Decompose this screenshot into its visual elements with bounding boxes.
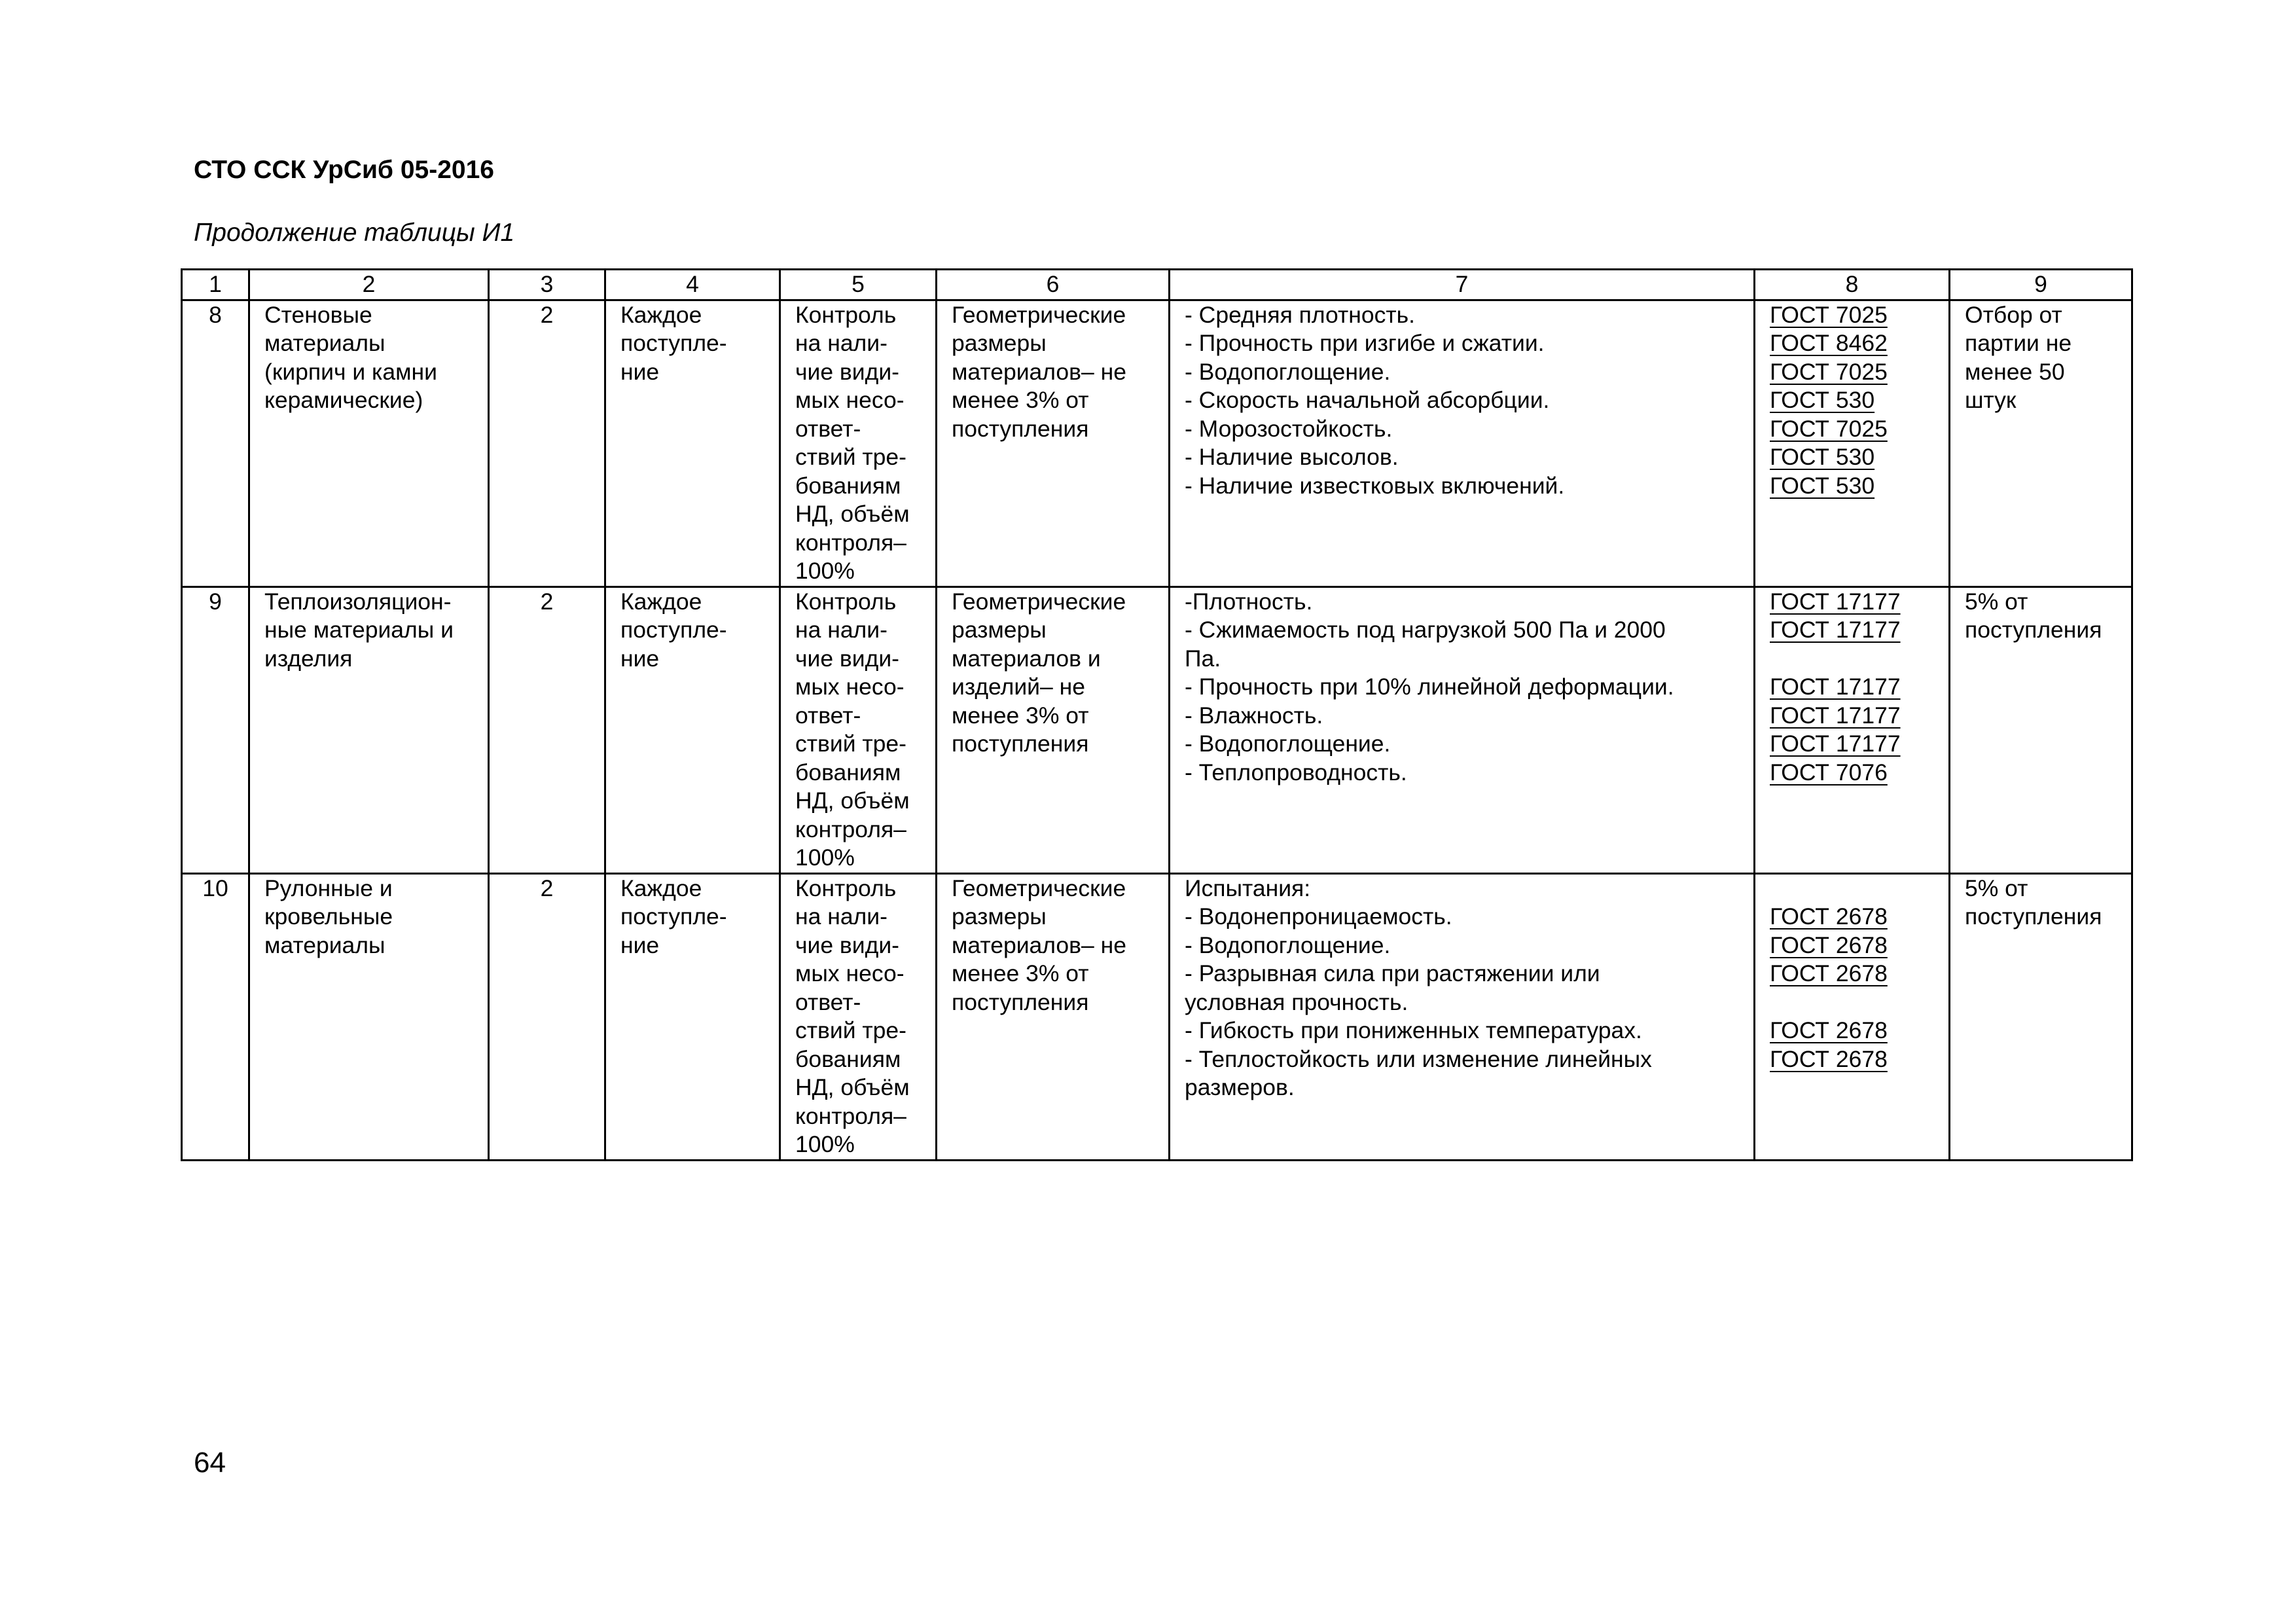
cell-geometric-sizes [937, 873, 1170, 1160]
cell-line: (кирпич и камни [264, 358, 437, 385]
cell-gost-refs [1755, 300, 1950, 586]
column-header-8: 8 [1755, 270, 1950, 300]
cell-col-3: 2 [489, 586, 605, 873]
cell-line: НД, объём [795, 787, 910, 814]
table-row [182, 873, 2132, 1160]
cell-visual-control [780, 300, 937, 586]
gost-reference-link[interactable] [1770, 988, 1935, 1017]
column-header-9: 9 [1950, 270, 2132, 300]
header-row [182, 270, 2132, 300]
cell-geometric-sizes [937, 586, 1170, 873]
cell-line: 100% [795, 844, 855, 871]
cell-line: материалов– не [952, 358, 1126, 385]
column-header-5: 5 [780, 270, 937, 300]
cell-line: контроля– [795, 1102, 906, 1129]
cell-line: материалы [264, 330, 386, 356]
gost-reference-link[interactable]: ГОСТ 7025 [1770, 415, 1888, 442]
cell-line: ответ- [795, 702, 861, 729]
cell-line: - Средняя плотность. [1185, 301, 1415, 328]
table-body [182, 270, 2132, 1161]
gost-reference-link[interactable]: ГОСТ 7025 [1770, 301, 1888, 328]
cell-line: материалов– не [952, 931, 1126, 958]
cell-line: размеры [952, 617, 1047, 643]
cell-material-name [249, 586, 489, 873]
cell-line: 100% [795, 558, 855, 584]
gost-reference-link[interactable]: ГОСТ 7076 [1770, 759, 1888, 785]
gost-reference-link[interactable]: ГОСТ 7025 [1770, 358, 1888, 385]
cell-number: 10 [182, 873, 249, 1160]
cell-line: мых несо- [795, 387, 905, 413]
cell-line: поступления [952, 731, 1089, 757]
cell-line: - Влажность. [1185, 702, 1323, 729]
cell-line: материалы [264, 931, 386, 958]
table-caption: Продолжение таблицы И1 [194, 219, 515, 247]
control-table [181, 268, 2133, 1161]
cell-line: ответ- [795, 415, 861, 442]
gost-reference-link[interactable]: ГОСТ 17177 [1770, 588, 1901, 615]
cell-line: поступления [952, 988, 1089, 1015]
cell-visual-control [780, 586, 937, 873]
cell-tests [1170, 586, 1755, 873]
cell-line: на нали- [795, 330, 888, 356]
cell-line: - Сжимаемость под нагрузкой 500 Па и 2000 [1185, 617, 1666, 643]
cell-line: Контроль [795, 301, 897, 328]
cell-line: ные материалы и [264, 617, 454, 643]
column-header-1: 1 [182, 270, 249, 300]
cell-line: менее 50 [1965, 358, 2065, 385]
cell-line: - Водопоглощение. [1185, 931, 1391, 958]
cell-line: Рулонные и [264, 875, 393, 901]
cell-line: мых несо- [795, 674, 905, 700]
cell-line: ние [620, 931, 660, 958]
column-header-7: 7 [1170, 270, 1755, 300]
cell-line: - Разрывная сила при растяжении или [1185, 960, 1600, 986]
cell-line: Испытания: [1185, 875, 1311, 901]
gost-reference-link[interactable]: ГОСТ 2678 [1770, 931, 1888, 958]
cell-line: керамические) [264, 387, 423, 413]
cell-control-frequency [605, 586, 780, 873]
table-row [182, 300, 2132, 586]
cell-line: - Прочность при изгибе и сжатии. [1185, 330, 1545, 356]
cell-line: кровельные [264, 903, 393, 929]
cell-material-name [249, 873, 489, 1160]
cell-line: размеров. [1185, 1074, 1295, 1100]
cell-line: Контроль [795, 875, 897, 901]
cell-line: размеры [952, 330, 1047, 356]
cell-line: бованиям [795, 759, 901, 785]
cell-line: Стеновые [264, 301, 372, 328]
cell-line: ствий тре- [795, 1017, 906, 1043]
cell-line: - Гибкость при пониженных температурах. [1185, 1017, 1642, 1043]
cell-line: Каждое [620, 301, 702, 328]
cell-line: контроля– [795, 529, 906, 556]
cell-line: - Теплостойкость или изменение линейных [1185, 1045, 1652, 1072]
gost-reference-link[interactable]: ГОСТ 530 [1770, 444, 1875, 470]
gost-reference-link[interactable]: ГОСТ 17177 [1770, 674, 1901, 700]
cell-tests [1170, 300, 1755, 586]
cell-line: поступления [1965, 617, 2102, 643]
cell-line: партии не [1965, 330, 2072, 356]
cell-line: 100% [795, 1131, 855, 1157]
cell-line: - Наличие известковых включений. [1185, 472, 1565, 499]
cell-line: Теплоизоляцион- [264, 588, 452, 615]
cell-line: 5% от [1965, 875, 2028, 901]
cell-gost-refs [1755, 586, 1950, 873]
cell-col-3: 2 [489, 873, 605, 1160]
cell-geometric-sizes [937, 300, 1170, 586]
cell-control-frequency [605, 873, 780, 1160]
cell-col-3: 2 [489, 300, 605, 586]
cell-line: штук [1965, 387, 2017, 413]
gost-reference-link[interactable]: ГОСТ 8462 [1770, 330, 1888, 356]
cell-line: изделий– не [952, 674, 1085, 700]
cell-line: поступле- [620, 617, 727, 643]
cell-line: бованиям [795, 1045, 901, 1072]
cell-line: на нали- [795, 903, 888, 929]
cell-line: НД, объём [795, 501, 910, 527]
cell-line: размеры [952, 903, 1047, 929]
cell-material-name [249, 300, 489, 586]
cell-line: ние [620, 358, 660, 385]
gost-reference-link[interactable]: ГОСТ 530 [1770, 387, 1875, 413]
column-header-3: 3 [489, 270, 605, 300]
gost-reference-link[interactable]: ГОСТ 2678 [1770, 960, 1888, 986]
cell-line: поступления [952, 415, 1089, 442]
cell-line: -Плотность. [1185, 588, 1313, 615]
gost-reference-link[interactable]: ГОСТ 2678 [1770, 903, 1888, 929]
cell-line: ствий тре- [795, 444, 906, 470]
cell-line: Геометрические [952, 301, 1126, 328]
cell-tests [1170, 873, 1755, 1160]
cell-line: Каждое [620, 588, 702, 615]
cell-line: Отбор от [1965, 301, 2062, 328]
cell-line: - Теплопроводность. [1185, 759, 1407, 785]
gost-reference-link[interactable]: ГОСТ 17177 [1770, 731, 1901, 757]
gost-reference-link[interactable] [1770, 875, 1935, 903]
cell-line: бованиям [795, 472, 901, 499]
cell-line: 5% от [1965, 588, 2028, 615]
cell-line: поступле- [620, 330, 727, 356]
gost-reference-link[interactable]: ГОСТ 17177 [1770, 702, 1901, 729]
cell-line: менее 3% от [952, 702, 1089, 729]
table-row [182, 586, 2132, 873]
cell-line: изделия [264, 645, 353, 672]
cell-line: - Скорость начальной абсорбции. [1185, 387, 1550, 413]
cell-line: - Водопоглощение. [1185, 731, 1391, 757]
cell-line: мых несо- [795, 960, 905, 986]
cell-line: на нали- [795, 617, 888, 643]
cell-line: поступления [1965, 903, 2102, 929]
cell-line: контроля– [795, 816, 906, 842]
cell-line: материалов и [952, 645, 1101, 672]
cell-line: чие види- [795, 931, 899, 958]
column-header-4: 4 [605, 270, 780, 300]
cell-visual-control [780, 873, 937, 1160]
cell-sampling [1950, 300, 2132, 586]
cell-line: Каждое [620, 875, 702, 901]
cell-line: Геометрические [952, 588, 1126, 615]
cell-line: - Водонепроницаемость. [1185, 903, 1452, 929]
cell-line: чие види- [795, 358, 899, 385]
cell-line: Геометрические [952, 875, 1126, 901]
column-header-6: 6 [937, 270, 1170, 300]
cell-line: - Водопоглощение. [1185, 358, 1391, 385]
cell-line: - Наличие высолов. [1185, 444, 1399, 470]
gost-reference-link[interactable]: ГОСТ 2678 [1770, 1045, 1888, 1072]
cell-line: менее 3% от [952, 387, 1089, 413]
cell-line: чие види- [795, 645, 899, 672]
gost-reference-link[interactable]: ГОСТ 530 [1770, 472, 1875, 499]
gost-reference-link[interactable] [1770, 645, 1935, 674]
cell-number: 9 [182, 586, 249, 873]
column-header-2: 2 [249, 270, 489, 300]
cell-line: ответ- [795, 988, 861, 1015]
cell-line: - Морозостойкость. [1185, 415, 1393, 442]
cell-line: НД, объём [795, 1074, 910, 1100]
cell-line: Па. [1185, 645, 1221, 672]
cell-sampling [1950, 586, 2132, 873]
cell-line: Контроль [795, 588, 897, 615]
cell-line: условная прочность. [1185, 988, 1408, 1015]
page-number: 64 [194, 1447, 226, 1479]
cell-line: ствий тре- [795, 731, 906, 757]
cell-line: ние [620, 645, 660, 672]
cell-number: 8 [182, 300, 249, 586]
cell-sampling [1950, 873, 2132, 1160]
gost-reference-link[interactable]: ГОСТ 2678 [1770, 1017, 1888, 1043]
cell-control-frequency [605, 300, 780, 586]
cell-line: поступле- [620, 903, 727, 929]
cell-line: - Прочность при 10% линейной деформации. [1185, 674, 1674, 700]
document-code: СТО ССК УрСиб 05-2016 [194, 156, 494, 184]
cell-gost-refs [1755, 873, 1950, 1160]
gost-reference-link[interactable]: ГОСТ 17177 [1770, 617, 1901, 643]
cell-line: менее 3% от [952, 960, 1089, 986]
